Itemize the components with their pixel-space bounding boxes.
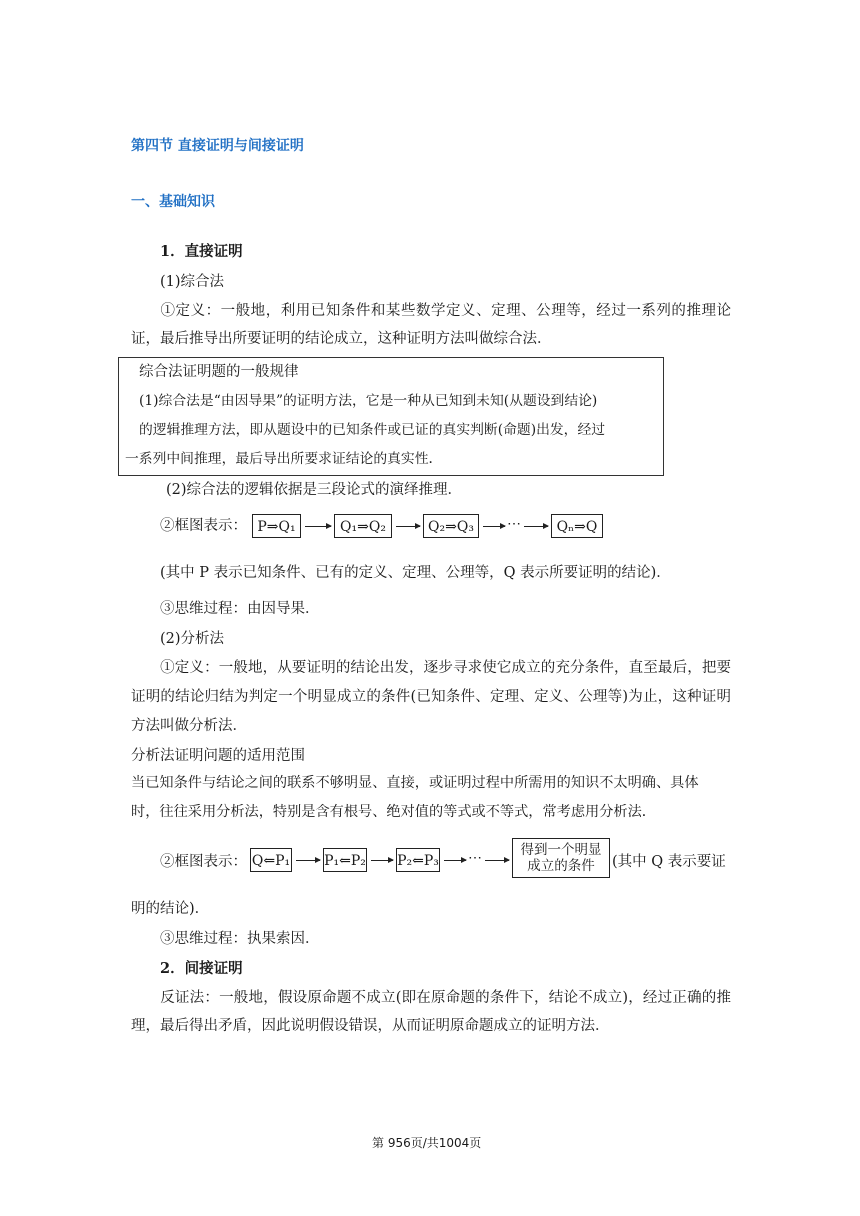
scope-line: 时，往往采用分析法，特别是含有根号、绝对值的等式或不等式，常考虑用分析法． [131,804,656,820]
section-title: 第四节 直接证明与间接证明 [131,138,304,154]
flow-box: Q₁⇒Q₂ [334,514,392,538]
analytic-note-b: 明的结论)． [131,901,210,917]
indirect-definition [131,984,731,1040]
synthetic-definition [131,297,731,353]
rule-box-title: 综合法证明题的一般规律 [139,364,299,380]
analytic-definition [131,654,731,741]
synthetic-definition-text: ①定义：一般地，利用已知条件和某些数学定义、定理、公理等，经过一系列的推理论证，最后推导出所要证明的结论成立，这种证明方法叫做综合法． [131,303,731,347]
synthetic-title: (1)综合法 [160,274,225,290]
synthetic-rule-box [118,357,664,476]
flow-arrow [296,860,320,861]
flow-box: Q⇐P₁ [250,848,292,872]
flow-box-final: 得到一个明显成立的条件 [512,838,610,878]
flow-box: Qₙ⇒Q [551,514,603,538]
flow-ellipsis: ⋯ [468,850,482,866]
heading-direct-proof: 1．直接证明 [160,243,243,260]
heading-indirect-proof: 2．间接证明 [160,960,243,977]
analytic-definition-text: ①定义：一般地，从要证明的结论出发，逐步寻求使它成立的充分条件，直至最后，把要证明的结论归结为判定一个明显成立的条件(已知条件、定理、定义、公理等)为止，这种证明方法叫做分析法． [131,660,731,734]
flow-arrow [524,526,548,527]
rule-box-line: 一系列中间推理，最后导出所要求证结论的真实性． [125,451,443,467]
flow-arrow [305,526,331,527]
page-footer: 第 956页/共1004页 [372,1136,482,1150]
analytic-diagram-label: ②框图表示： [160,854,247,870]
synthetic-thinking: ③思维过程：由因导果． [160,601,320,617]
scope-line: 当已知条件与结论之间的联系不够明显、直接，或证明过程中所需用的知识不太明确、具体 [131,775,699,791]
flow-box: P⇒Q₁ [252,514,301,538]
synthetic-diagram-label: ②框图表示： [160,518,247,534]
flow-arrow [371,860,393,861]
flow-ellipsis: ⋯ [507,516,521,532]
flow-arrow [444,860,466,861]
scope-title: 分析法证明问题的适用范围 [131,748,305,764]
flow-arrow [485,860,509,861]
flow-box: P₁⇐P₂ [323,848,367,872]
synthetic-note: (其中 P 表示已知条件、已有的定义、定理、公理等，Q 表示所要证明的结论)． [160,565,671,581]
part-title: 一、基础知识 [131,194,215,210]
rule-box-line: (1)综合法是“由因导果”的证明方法，它是一种从已知到未知(从题设到结论) [139,393,598,409]
synthetic-logic: (2)综合法的逻辑依据是三段论式的演绎推理． [166,482,463,498]
indirect-definition-text: 反证法：一般地，假设原命题不成立(即在原命题的条件下，结论不成立)，经过正确的推理，最后得出矛盾，因此说明假设错误，从而证明原命题成立的证明方法． [131,990,731,1034]
flow-arrow [396,526,420,527]
flow-box: Q₂⇒Q₃ [423,514,479,538]
analytic-thinking: ③思维过程：执果索因． [160,931,320,947]
flow-box: P₂⇐P₃ [396,848,440,872]
analytic-note-a: (其中 Q 表示要证 [612,854,726,870]
rule-box-line: 的逻辑推理方法，即从题设中的已知条件或已证的真实判断(命题)出发，经过 [139,422,606,438]
analytic-title: (2)分析法 [160,631,225,647]
flow-arrow [483,526,505,527]
